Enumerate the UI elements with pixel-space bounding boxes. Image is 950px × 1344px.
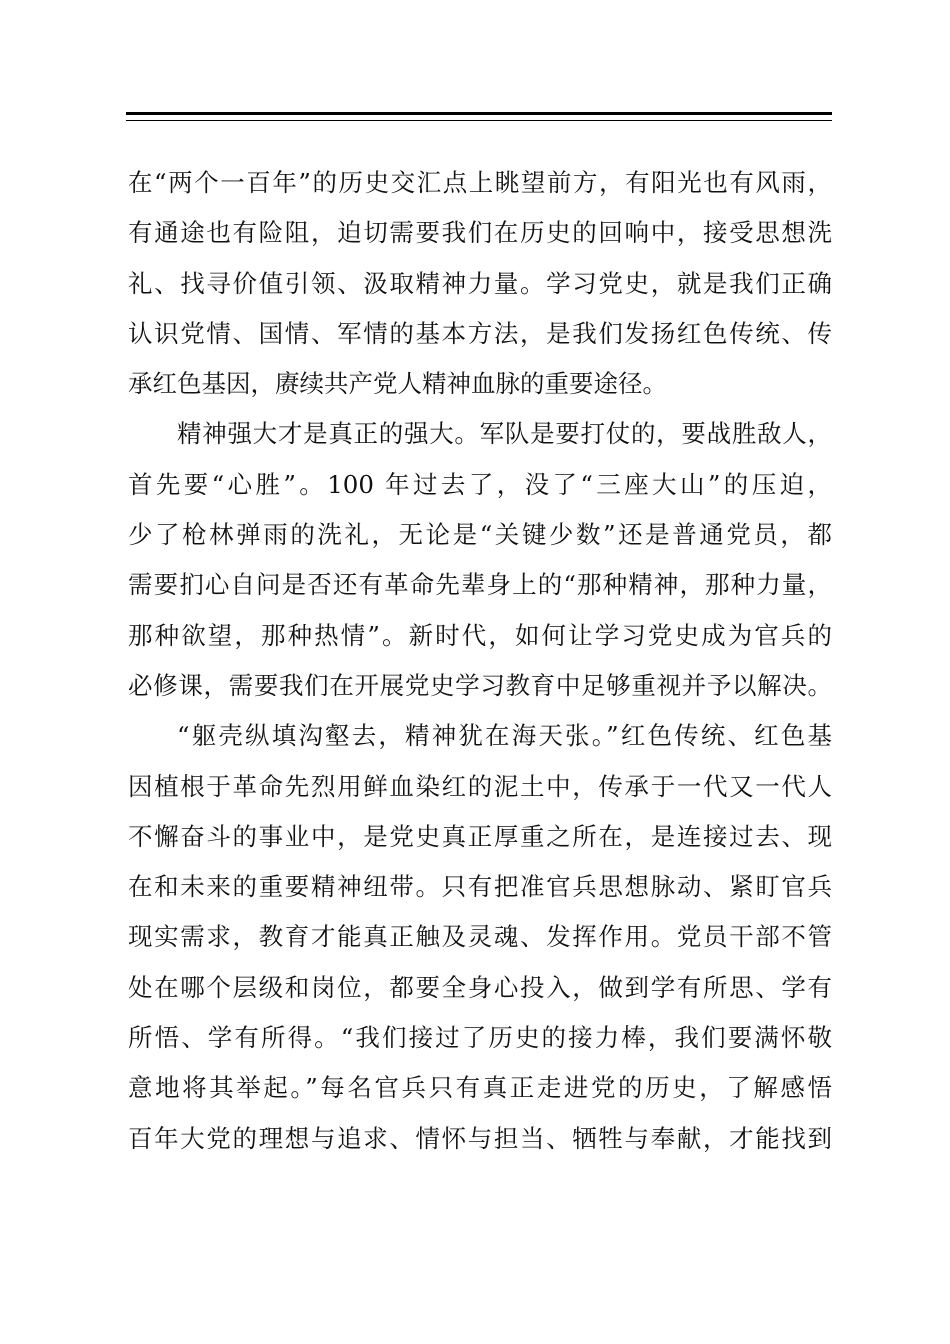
text-line: 认识党情、国情、军情的基本方法，是我们发扬红色传统、传 bbox=[128, 318, 832, 348]
text-line: 不懈奋斗的事业中，是党史真正厚重之所在，是连接过去、现 bbox=[128, 821, 832, 851]
text-line: 有通途也有险阻，迫切需要我们在历史的回响中，接受思想洗 bbox=[128, 218, 832, 248]
header-double-rule bbox=[126, 112, 832, 121]
text-line: 必修课，需要我们在开展党史学习教育中足够重视并予以解决。 bbox=[128, 670, 832, 700]
text-line: 那种欲望，那种热情”。新时代，如何让学习党史成为官兵的 bbox=[128, 620, 832, 650]
text-line: 首先要“心胜”。100 年过去了，没了“三座大山”的压迫， bbox=[128, 469, 832, 499]
paragraph-first-line: “躯壳纵填沟壑去，精神犹在海天张。”红色传统、红色基 bbox=[177, 721, 832, 751]
text-line: 现实需求，教育才能真正触及灵魂、发挥作用。党员干部不管 bbox=[128, 922, 832, 952]
text-line: 少了枪林弹雨的洗礼，无论是“关键少数”还是普通党员，都 bbox=[128, 520, 832, 550]
text-line: 在“两个一百年”的历史交汇点上眺望前方，有阳光也有风雨， bbox=[128, 168, 832, 197]
text-line: 礼、找寻价值引领、汲取精神力量。学习党史，就是我们正确 bbox=[128, 268, 832, 298]
text-line: 所悟、学有所得。“我们接过了历史的接力棒，我们要满怀敬 bbox=[128, 1023, 832, 1053]
text-line: 因植根于革命先烈用鲜血染红的泥土中，传承于一代又一代人 bbox=[128, 771, 832, 801]
text-line: 处在哪个层级和岗位，都要全身心投入，做到学有所思、学有 bbox=[128, 972, 832, 1002]
text-line: 意地将其举起。”每名官兵只有真正走进党的历史，了解感悟 bbox=[128, 1073, 832, 1103]
text-line: 百年大党的理想与追求、情怀与担当、牺牲与奉献，才能找到 bbox=[128, 1123, 832, 1153]
text-line: 需要扪心自问是否还有革命先辈身上的“那种精神，那种力量， bbox=[128, 570, 832, 600]
text-line: 在和未来的重要精神纽带。只有把准官兵思想脉动、紧盯官兵 bbox=[128, 872, 832, 902]
document-body bbox=[128, 158, 832, 1164]
paragraph-first-line: 精神强大才是真正的强大。军队是要打仗的，要战胜敌人， bbox=[177, 419, 832, 449]
text-line: 承红色基因，赓续共产党人精神血脉的重要途径。 bbox=[128, 369, 667, 399]
